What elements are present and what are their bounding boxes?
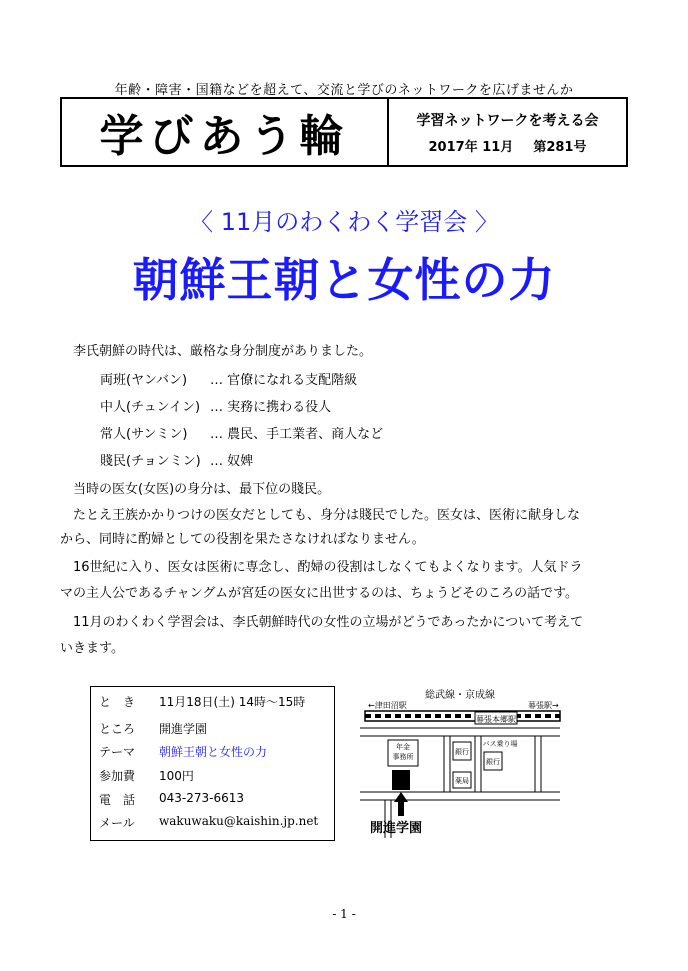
info-mail (99, 814, 318, 831)
arrow-up-icon (394, 792, 408, 816)
class-row-yangban (100, 369, 357, 388)
issue-line (429, 136, 587, 155)
info-tel (99, 791, 244, 808)
event-title: 朝鮮王朝と女性の力 (132, 253, 556, 307)
info-theme (99, 743, 267, 760)
masthead-info (389, 99, 626, 165)
map-east-station: 幕張駅→ (528, 701, 559, 710)
class-desc: … 官僚になれる支配階級 (210, 373, 358, 388)
issue-number: 第281号 (533, 139, 587, 155)
tagline: 年齢・障害・国籍などを超えて、交流と学びのネットワークを広げませんか (114, 83, 574, 98)
access-map (360, 688, 570, 838)
event-subtitle: 〈 11月のわくわく学習会 〉 (189, 208, 499, 236)
intro-paragraph: 李氏朝鮮の時代は、厳格な身分制度がありました。 (73, 344, 373, 359)
class-desc: … 農民、手工業者、商人など (210, 427, 384, 442)
newsletter-title: 学びあう輪 (62, 99, 389, 165)
map-station-label: 幕張本郷駅 (476, 715, 516, 724)
class-row-cheonmin (100, 450, 253, 469)
info-value: wakuwaku@kaishin.jp.net (159, 814, 319, 828)
paragraph-3-line-1: 16世紀に入り、医女は医術に専念し、酌婦の役割はしなくてもよくなります。人気ドラ (73, 560, 583, 575)
info-value: 100円 (159, 769, 194, 783)
event-info-box (90, 686, 335, 841)
info-value: 11月18日(土) 14時～15時 (159, 695, 306, 709)
map-west-station: ←津田沼駅 (368, 701, 407, 710)
class-name: 常人(サンミン) (100, 427, 188, 442)
map-bank-label-2: 銀行 (486, 758, 500, 766)
info-label: ところ (99, 722, 136, 736)
class-name: 賤民(チョンミン) (100, 454, 201, 469)
info-label: メール (99, 816, 135, 830)
page-number: - 1 - (332, 907, 356, 921)
info-label: 参加費 (99, 769, 136, 783)
paragraph-3-line-2: マの主人公であるチャングムが宮廷の医女に出世するのは、ちょうどそのころの話です。 (60, 586, 579, 601)
info-when (99, 693, 305, 710)
map-bank-label: 銀行 (455, 748, 469, 756)
info-label: と き (99, 695, 136, 709)
info-fee (99, 767, 194, 784)
info-label: 電 話 (99, 793, 136, 807)
map-pension-label-2: 事務所 (392, 753, 414, 761)
class-name: 両班(ヤンバン) (100, 373, 188, 388)
info-where (99, 720, 207, 737)
paragraph-4-line-1: 11月のわくわく学習会は、李氏朝鮮時代の女性の立場がどうであったかについて考えて (73, 615, 584, 630)
paragraph-2-line-1: たとえ王族かかりつけの医女だとしても、身分は賤民でした。医女は、医術に献身しな (73, 508, 581, 523)
paragraph-2-line-2: から、同時に酌婦としての役割を果たさなければなりません。 (60, 532, 425, 547)
map-school-label: 開進学園 (370, 821, 423, 836)
class-desc: … 実務に携わる役人 (210, 400, 332, 415)
class-desc: … 奴婢 (210, 454, 254, 469)
class-name: 中人(チュンイン) (100, 400, 201, 415)
map-bus-label: バス乗り場 (482, 740, 518, 748)
paragraph-4-line-2: いきます。 (60, 641, 124, 656)
paragraph-1: 当時の医女(女医)の身分は、最下位の賤民。 (73, 482, 331, 497)
info-label: テーマ (99, 745, 136, 759)
class-row-sangmin (100, 423, 383, 442)
issue-date: 2017年 11月 (428, 139, 514, 155)
masthead (60, 97, 628, 167)
organization-name: 学習ネットワークを考える会 (416, 112, 599, 129)
map-pension-label: 年金 (396, 743, 410, 751)
map-line-label: 総武線・京成線 (425, 690, 495, 701)
class-row-chungin (100, 396, 331, 415)
info-value: 朝鮮王朝と女性の力 (159, 745, 268, 759)
map-pharmacy-label: 薬局 (455, 777, 469, 785)
kaishin-gakuen-building (392, 770, 410, 790)
info-value: 043-273-6613 (159, 791, 245, 805)
info-value: 開進学園 (159, 722, 208, 736)
